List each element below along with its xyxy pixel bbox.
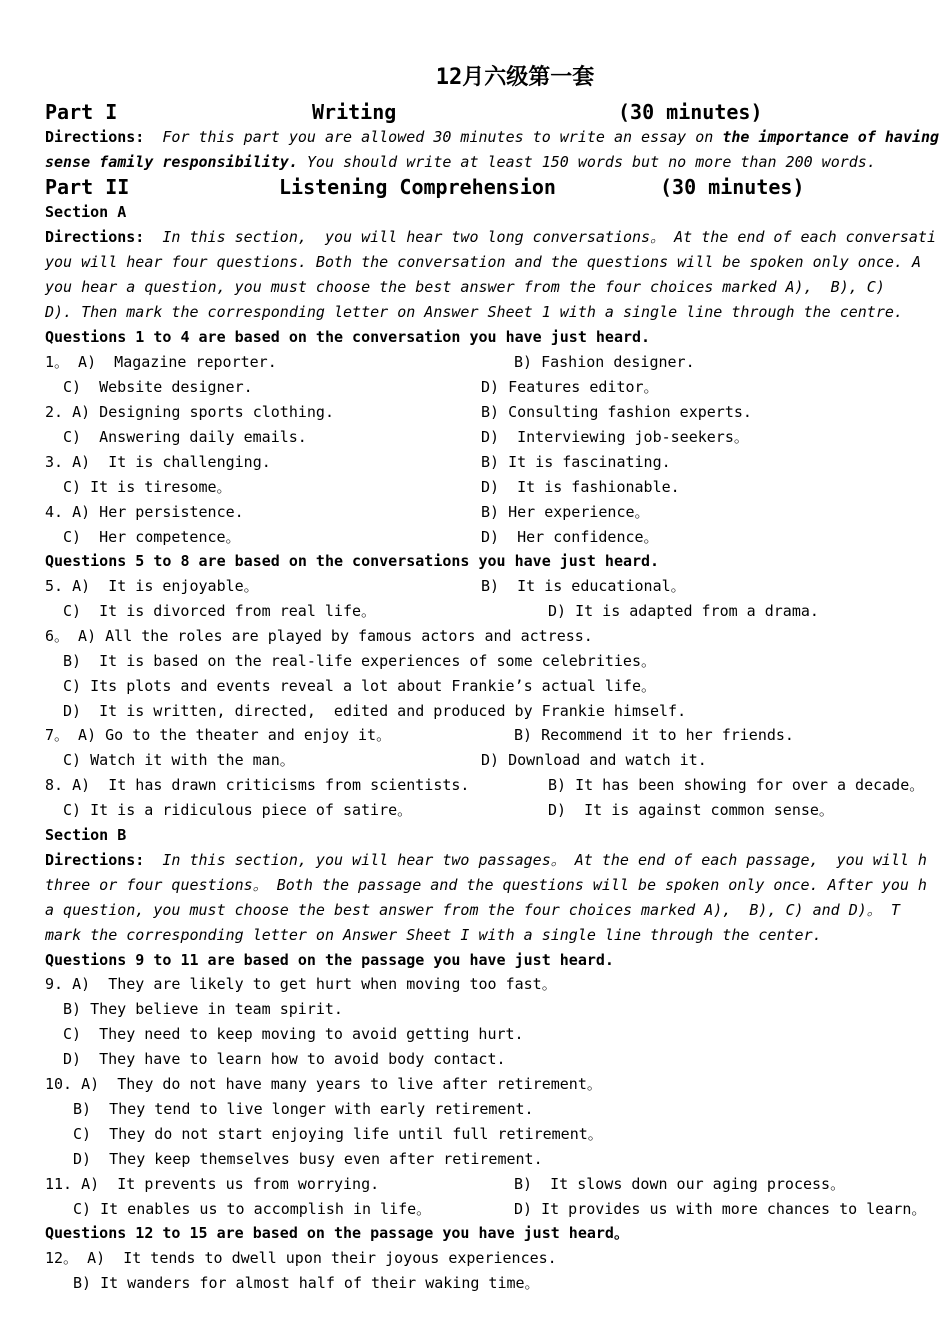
q2-option-d: D) Interviewing job-seekers。 bbox=[481, 428, 749, 446]
section-a-heading: Section A bbox=[45, 203, 127, 221]
q9-11-heading: Questions 9 to 11 are based on the passage you have just heard. bbox=[45, 951, 614, 969]
section-b-directions-line-2: three or four questions。 Both the passage and the questions will be spoken only once. After you h bbox=[45, 876, 927, 894]
q8-option-c: C) It is a ridiculous piece of satire。 bbox=[63, 801, 413, 819]
page-title: 12月六级第一套 bbox=[435, 65, 595, 90]
q6-option-c: C) Its plots and events reveal a lot about Frankie’s actual life。 bbox=[63, 677, 656, 695]
part1-directions-text-b: You should write at least 150 words but no more than 200 words. bbox=[297, 153, 876, 171]
q2-option-b: B) Consulting fashion experts. bbox=[481, 403, 752, 421]
section-b-heading: Section B bbox=[45, 826, 127, 844]
section-b-directions-line-1 bbox=[45, 851, 927, 869]
q3-option-b: B) It is fascinating. bbox=[481, 453, 671, 471]
q5-8-heading: Questions 5 to 8 are based on the conversations you have just heard. bbox=[45, 552, 660, 570]
q7-option-a: 7。 A) Go to the theater and enjoy it。 bbox=[45, 726, 392, 744]
section-a-directions-line-2: you will hear four questions. Both the conversation and the questions will be spoken only once. A bbox=[45, 253, 921, 271]
part1-name: Writing bbox=[312, 100, 397, 124]
q7-option-b: B) Recommend it to her friends. bbox=[514, 726, 794, 744]
section-a-directions-label: Directions: bbox=[45, 228, 145, 246]
part1-label: Part I bbox=[45, 100, 118, 124]
q10-option-d: D) They keep themselves busy even after retirement. bbox=[73, 1150, 543, 1168]
part1-topic-a: the importance of having bbox=[722, 128, 940, 146]
q3-option-c: C) It is tiresome。 bbox=[63, 478, 232, 496]
section-b-directions-text: In this section, you will hear two passages。 At the end of each passage, you will h bbox=[162, 851, 927, 869]
q7-option-d: D) Download and watch it. bbox=[481, 751, 707, 769]
q4-option-d: D) Her confidence。 bbox=[481, 528, 659, 546]
section-a-directions-text: In this section, you will hear two long conversations。 At the end of each conversati bbox=[162, 228, 936, 246]
q5-option-a: 5. A) It is enjoyable。 bbox=[45, 577, 259, 595]
q4-option-c: C) Her competence。 bbox=[63, 528, 241, 546]
q10-option-a: 10. A) They do not have many years to live after retirement。 bbox=[45, 1075, 602, 1093]
q5-option-c: C) It is divorced from real life。 bbox=[63, 602, 377, 620]
q9-option-c: C) They need to keep moving to avoid getting hurt. bbox=[63, 1025, 524, 1043]
q1-option-d: D) Features editor。 bbox=[481, 378, 659, 396]
section-b-directions-line-3: a question, you must choose the best answer from the four choices marked A), B), C) and D)。 T bbox=[45, 901, 900, 919]
q2-option-a: 2. A) Designing sports clothing. bbox=[45, 403, 334, 421]
q12-option-b: B) It wanders for almost half of their waking time。 bbox=[73, 1274, 540, 1292]
section-a-directions-line-4: D). Then mark the corresponding letter on Answer Sheet 1 with a single line through the centre. bbox=[45, 303, 903, 321]
q10-option-b: B) They tend to live longer with early retirement. bbox=[73, 1100, 534, 1118]
section-b-directions-line-4: mark the corresponding letter on Answer Sheet I with a single line through the center. bbox=[45, 926, 822, 944]
q3-option-d: D) It is fashionable. bbox=[481, 478, 680, 496]
q6-option-b: B) It is based on the real-life experiences of some celebrities。 bbox=[63, 652, 656, 670]
q11-option-d: D) It provides us with more chances to learn。 bbox=[514, 1200, 927, 1218]
section-a-directions-line-3: you hear a question, you must choose the best answer from the four choices marked A), B), C) bbox=[45, 278, 885, 296]
q11-option-a: 11. A) It prevents us from worrying. bbox=[45, 1175, 380, 1193]
q5-option-b: B) It is educational。 bbox=[481, 577, 686, 595]
q9-option-a: 9. A) They are likely to get hurt when moving too fast。 bbox=[45, 975, 557, 993]
q9-option-b: B) They believe in team spirit. bbox=[63, 1000, 343, 1018]
q1-option-b: B) Fashion designer. bbox=[514, 353, 695, 371]
part1-directions-label: Directions: bbox=[45, 128, 145, 146]
part1-directions-text-a: For this part you are allowed 30 minutes to write an essay on bbox=[162, 128, 723, 146]
q12-option-a: 12。 A) It tends to dwell upon their joyous experiences. bbox=[45, 1249, 557, 1267]
q11-option-c: C) It enables us to accomplish in life。 bbox=[73, 1200, 432, 1218]
part1-topic-b: sense family responsibility. bbox=[45, 153, 298, 171]
q8-option-b: B) It has been showing for over a decade。 bbox=[548, 776, 925, 794]
q10-option-c: C) They do not start enjoying life until full retirement。 bbox=[73, 1125, 603, 1143]
part2-time: (30 minutes) bbox=[660, 175, 805, 199]
part1-directions-line-1 bbox=[45, 128, 939, 146]
part1-directions-line-2 bbox=[45, 153, 876, 171]
q1-option-a: 1。 A) Magazine reporter. bbox=[45, 353, 277, 371]
q1-option-c: C) Website designer. bbox=[63, 378, 253, 396]
q6-option-a: 6。 A) All the roles are played by famous actors and actress. bbox=[45, 627, 593, 645]
q7-option-c: C) Watch it with the man。 bbox=[63, 751, 295, 769]
q1-4-heading: Questions 1 to 4 are based on the conversation you have just heard. bbox=[45, 328, 651, 346]
q5-option-d: D) It is adapted from a drama. bbox=[548, 602, 819, 620]
q3-option-a: 3. A) It is challenging. bbox=[45, 453, 271, 471]
section-b-directions-label: Directions: bbox=[45, 851, 145, 869]
section-a-directions-line-1 bbox=[45, 228, 936, 246]
q11-option-b: B) It slows down our aging process。 bbox=[514, 1175, 846, 1193]
q4-option-a: 4. A) Her persistence. bbox=[45, 503, 244, 521]
q12-15-heading: Questions 12 to 15 are based on the passage you have just heard。 bbox=[45, 1224, 629, 1242]
part2-label: Part II bbox=[45, 175, 130, 199]
q9-option-d: D) They have to learn how to avoid body contact. bbox=[63, 1050, 506, 1068]
part1-time: (30 minutes) bbox=[618, 100, 763, 124]
q8-option-a: 8. A) It has drawn criticisms from scientists. bbox=[45, 776, 470, 794]
q4-option-b: B) Her experience。 bbox=[481, 503, 650, 521]
part2-name: Listening Comprehension bbox=[279, 175, 556, 199]
q6-option-d: D) It is written, directed, edited and produced by Frankie himself. bbox=[63, 702, 687, 720]
q8-option-d: D) It is against common sense。 bbox=[548, 801, 834, 819]
q2-option-c: C) Answering daily emails. bbox=[63, 428, 307, 446]
